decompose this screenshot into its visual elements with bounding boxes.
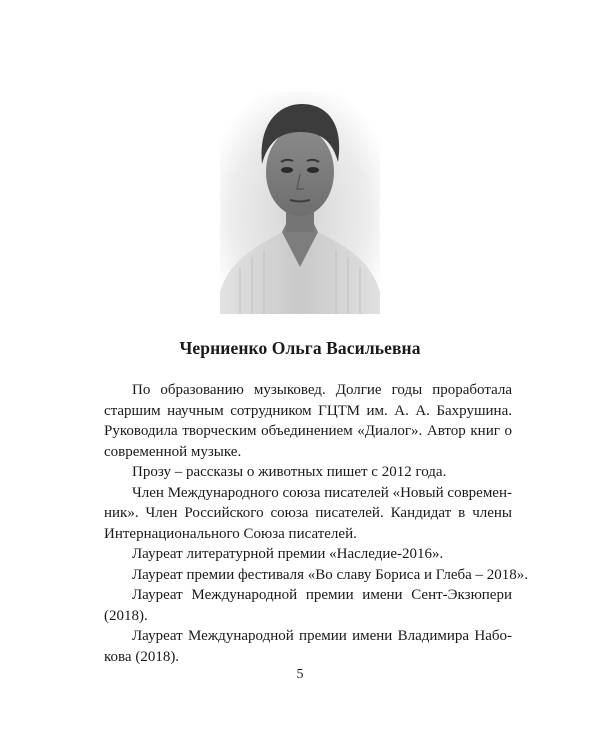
author-biography (104, 380, 529, 667)
bio-line: кова (2018). (104, 648, 180, 665)
bio-line: Руководила творческим объединением «Диалог». Автор книг о (104, 423, 512, 439)
page-number: 5 (296, 667, 304, 682)
bio-line: старшим научным сотрудником ГЦТМ им. А. А. Бахрушина. (104, 402, 512, 419)
bio-line: ник». Член Российского союза писателей. Кандидат в члены (104, 505, 512, 521)
bio-line: современной музыке. (104, 443, 242, 460)
bio-line: Прозу – рассказы о животных пишет с 2012 года. (132, 464, 447, 480)
author-portrait-image (220, 92, 380, 314)
author-portrait (220, 92, 380, 314)
bio-line: Лауреат Международной премии имени Сент-Экзюпери (132, 587, 512, 603)
bio-line: Член Международного союза писателей «Новый современ- (132, 484, 512, 501)
bio-line: Лауреат Международной премии имени Владимира Набо- (132, 628, 512, 644)
bio-line: Лауреат премии фестиваля «Во славу Бориса и Глеба – 2018». (132, 566, 529, 583)
author-name: Черниенко Ольга Васильевна (179, 338, 421, 358)
bio-line: По образованию музыковед. Долгие годы проработала (132, 382, 512, 398)
bio-line: Интернационального Союза писателей. (104, 525, 357, 542)
bio-line: (2018). (104, 607, 148, 624)
bio-line: Лауреат литературной премии «Наследие-2016». (132, 546, 444, 562)
